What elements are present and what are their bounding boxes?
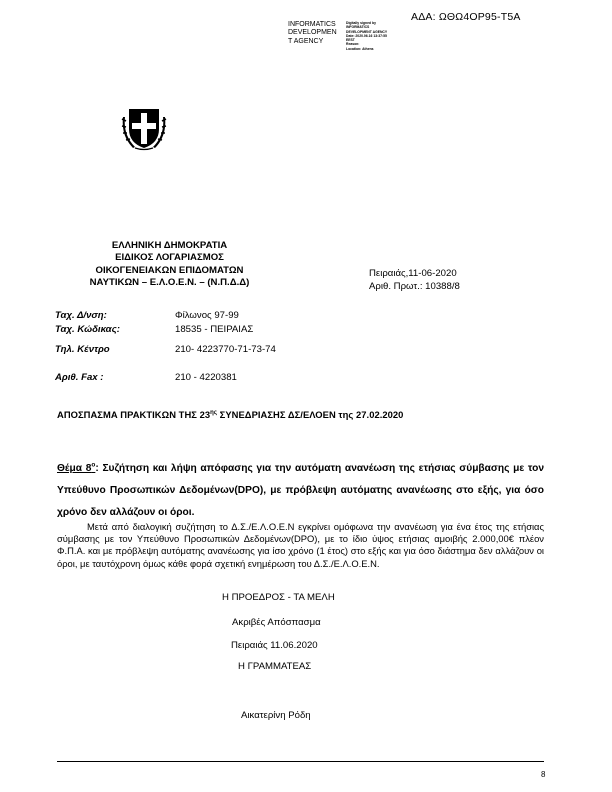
phone-label: Τηλ. Κέντρο [55, 344, 110, 355]
document-date: Πειραιάς,11-06-2020 [369, 268, 457, 279]
page-number: 8 [541, 770, 546, 779]
stamp-detail-line: Reason: [346, 42, 360, 47]
org-line: ΕΙΔΙΚΟΣ ΛΟΓΑΡΙΑΣΜΟΣ [115, 252, 224, 264]
agenda-topic [57, 458, 544, 524]
postal-code-label: Ταχ. Κώδικας: [55, 324, 120, 335]
topic-text: : Συζήτηση και λήψη απόφασης για την αυτόματη ανανέωση της ετήσιας σύμβασης με τον Υπεύθυνο Προσωπικών Δεδομένων(DPO), με πρόβλεψη αυτόματης ανανέωσης στο εξής, για όσο χρόνο δεν αλλάζουν οι όροι. [57, 463, 544, 518]
fax-label: Αριθ. Fax : [55, 372, 104, 383]
stamp-line: DEVELOPMEN [288, 29, 337, 37]
stamp-detail-line: Location: Athens [346, 46, 374, 51]
stamp-detail-line: DEVELOPMENT AGENCY [346, 29, 388, 34]
digital-signature-stamp-label [288, 21, 337, 46]
phone-value: 210- 4223770-71-73-74 [175, 344, 276, 355]
secretary-name: Αικατερίνη Ρόδη [241, 710, 311, 721]
postal-code-value: 18535 - ΠΕΙΡΑΙΑΣ [175, 324, 254, 335]
org-line: ΕΛΛΗΝΙΚΗ ΔΗΜΟΚΡΑΤΙΑ [111, 240, 228, 251]
signers-line: Η ΠΡΟΕΔΡΟΣ - ΤΑ ΜΕΛΗ [222, 592, 335, 603]
footer-divider [57, 761, 544, 762]
org-line: ΟΙΚΟΓΕΝΕΙΑΚΩΝ ΕΠΙΔΟΜΑΤΩΝ [95, 264, 244, 276]
date-protocol-block [369, 268, 460, 293]
digital-signature-stamp-details [346, 21, 406, 51]
organization-header [62, 240, 277, 289]
stamp-detail-line: EEST [346, 38, 355, 43]
topic-label: Θέμα $8^o$ [57, 461, 96, 474]
fax-value: 210 - 4220381 [175, 372, 237, 383]
greek-coat-of-arms-icon [121, 105, 167, 151]
address-value: Φίλωνος 97-99 [175, 310, 239, 321]
stamp-detail-line: Digitally signed by [346, 21, 376, 25]
org-line: ΝΑΥΤΙΚΩΝ – Ε.Λ.Ο.Ε.Ν. – (Ν.Π.Δ.Δ) [89, 276, 250, 288]
secretary-title: Η ΓΡΑΜΜΑΤΕΑΣ [238, 661, 312, 672]
true-copy-label: Ακριβές Απόσπασμα [232, 617, 321, 628]
closing-place-date: Πειραιάς 11.06.2020 [231, 640, 318, 651]
stamp-line: T AGENCY [288, 37, 324, 45]
ada-code: ΑΔΑ: ΩΘΩ4ΟΡ95-Τ5Α [411, 11, 521, 23]
stamp-detail-line: Date: 2020.06.16 13:37:55 [346, 33, 387, 38]
protocol-number: Αριθ. Πρωτ.: 10388/8 [369, 280, 460, 292]
minutes-excerpt-title: ΑΠΟΣΠΑΣΜΑ ΠΡΑΚΤΙΚΩΝ ΤΗΣ $23^{\eta\varsigma}$ ΣΥΝΕΔΡΙΑΣΗΣ ΔΣ/ΕΛΟΕΝ της 27.02.2020 [57, 409, 404, 420]
stamp-line: INFORMATICS [288, 21, 336, 28]
address-label: Ταχ. Δ/νση: [55, 310, 107, 321]
decision-text: Μετά από διαλογική συζήτηση το Δ.Σ./Ε.Λ.Ο.Ε.Ν εγκρίνει ομόφωνα την ανανέωση για ένα έτος της ετήσιας σύμβασης με τον Υπεύθυνο Προσωπικών Δεδομένων(DPO), με το ίδιο ύψος ετήσιας αμοιβής 2.000,00€ πλέον Φ.Π.Α. και με πρόβλεψη αυτόματης ανανέωσης για ίσο χρόνο (1 έτος) στο εξής και για όσο διάστημα δεν αλλάζουν οι όροι, με ταυτόχρονη όμως κάθε φορά σχετική ενημέρωση του Δ.Σ./Ε.Λ.Ο.Ε.Ν. [57, 521, 544, 569]
stamp-detail-line: INFORMATICS [346, 25, 370, 30]
